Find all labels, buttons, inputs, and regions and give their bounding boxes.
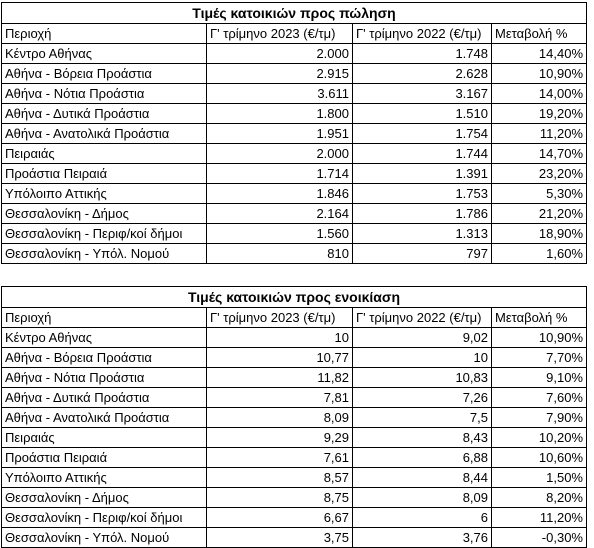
- change-cell[interactable]: 14,70%: [492, 144, 587, 164]
- region-cell[interactable]: Κέντρο Αθήνας: [2, 44, 207, 64]
- rent-title-row: [2, 287, 587, 308]
- price-cell[interactable]: 8,75: [207, 488, 353, 508]
- price-cell[interactable]: 1.846: [207, 184, 353, 204]
- region-cell[interactable]: Αθήνα - Βόρεια Προάστια: [2, 348, 207, 368]
- region-cell[interactable]: Αθήνα - Ανατολικά Προάστια: [2, 124, 207, 144]
- table-row: [2, 244, 587, 264]
- column-header[interactable]: Μεταβολή %: [492, 24, 587, 44]
- spacer-cell: [2, 264, 587, 287]
- table-row: [2, 84, 587, 104]
- price-cell[interactable]: 3.611: [207, 84, 353, 104]
- change-cell[interactable]: 14,00%: [492, 84, 587, 104]
- price-cell[interactable]: 11,82: [207, 368, 353, 388]
- price-cell[interactable]: 2.000: [207, 44, 353, 64]
- region-cell[interactable]: Θεσσαλονίκη - Υπόλ. Νομού: [2, 244, 207, 264]
- table-row: [2, 528, 587, 548]
- price-cell[interactable]: 1.951: [207, 124, 353, 144]
- sale-table-title[interactable]: Τιμές κατοικιών προς πώληση: [2, 3, 587, 24]
- table-row: [2, 224, 587, 244]
- price-cell[interactable]: 1.748: [353, 44, 492, 64]
- column-header[interactable]: Γ' τρίμηνο 2022 (€/τμ): [353, 308, 492, 328]
- price-cell[interactable]: 1.560: [207, 224, 353, 244]
- price-cell[interactable]: 2.164: [207, 204, 353, 224]
- spreadsheet: [1, 2, 587, 548]
- change-cell[interactable]: 7,90%: [492, 408, 587, 428]
- price-cell[interactable]: 7,26: [353, 388, 492, 408]
- price-cell[interactable]: 7,81: [207, 388, 353, 408]
- region-cell[interactable]: Θεσσαλονίκη - Δήμος: [2, 204, 207, 224]
- price-cell[interactable]: 7,5: [353, 408, 492, 428]
- region-cell[interactable]: Αθήνα - Βόρεια Προάστια: [2, 64, 207, 84]
- change-cell[interactable]: 5,30%: [492, 184, 587, 204]
- change-cell[interactable]: 10,90%: [492, 328, 587, 348]
- change-cell[interactable]: 10,60%: [492, 448, 587, 468]
- region-cell[interactable]: Υπόλοιπο Αττικής: [2, 468, 207, 488]
- price-cell[interactable]: 7,61: [207, 448, 353, 468]
- table-row: [2, 428, 587, 448]
- region-cell[interactable]: Αθήνα - Ανατολικά Προάστια: [2, 408, 207, 428]
- change-cell[interactable]: 23,20%: [492, 164, 587, 184]
- price-cell[interactable]: 3,76: [353, 528, 492, 548]
- table-row: [2, 368, 587, 388]
- change-cell[interactable]: 1,50%: [492, 468, 587, 488]
- column-header[interactable]: Γ' τρίμηνο 2022 (€/τμ): [353, 24, 492, 44]
- price-cell[interactable]: 8,09: [353, 488, 492, 508]
- table-row: [2, 164, 587, 184]
- price-cell[interactable]: 3.167: [353, 84, 492, 104]
- price-cell[interactable]: 8,09: [207, 408, 353, 428]
- price-cell[interactable]: 10,77: [207, 348, 353, 368]
- price-cell[interactable]: 2.628: [353, 64, 492, 84]
- table-row: [2, 448, 587, 468]
- change-cell[interactable]: 7,60%: [492, 388, 587, 408]
- region-cell[interactable]: Αθήνα - Δυτικά Προάστια: [2, 388, 207, 408]
- table-row: [2, 44, 587, 64]
- region-cell[interactable]: Προάστια Πειραιά: [2, 164, 207, 184]
- table-row: [2, 468, 587, 488]
- region-cell[interactable]: Πειραιάς: [2, 428, 207, 448]
- change-cell[interactable]: 18,90%: [492, 224, 587, 244]
- rent-header-row: [2, 308, 587, 328]
- table-row: [2, 388, 587, 408]
- price-cell[interactable]: 1.800: [207, 104, 353, 124]
- table-row: [2, 488, 587, 508]
- table-row: [2, 124, 587, 144]
- price-cell[interactable]: 1.753: [353, 184, 492, 204]
- table-row: [2, 408, 587, 428]
- price-cell[interactable]: 1.754: [353, 124, 492, 144]
- price-cell[interactable]: 1.786: [353, 204, 492, 224]
- column-header[interactable]: Περιοχή: [2, 24, 207, 44]
- price-cell[interactable]: 9,29: [207, 428, 353, 448]
- rent-table-title[interactable]: Τιμές κατοικιών προς ενοικίαση: [2, 287, 587, 308]
- region-cell[interactable]: Αθήνα - Νότια Προάστια: [2, 84, 207, 104]
- price-cell[interactable]: 1.313: [353, 224, 492, 244]
- price-cell[interactable]: 1.714: [207, 164, 353, 184]
- price-cell[interactable]: 1.391: [353, 164, 492, 184]
- table-row: [2, 328, 587, 348]
- spacer-row: [2, 264, 587, 287]
- table-row: [2, 204, 587, 224]
- table-row: [2, 64, 587, 84]
- price-cell[interactable]: 2.915: [207, 64, 353, 84]
- price-cell[interactable]: 3,75: [207, 528, 353, 548]
- price-cell[interactable]: 6,67: [207, 508, 353, 528]
- price-cell[interactable]: 2.000: [207, 144, 353, 164]
- change-cell[interactable]: 14,40%: [492, 44, 587, 64]
- table-row: [2, 144, 587, 164]
- region-cell[interactable]: Προάστια Πειραιά: [2, 448, 207, 468]
- region-cell[interactable]: Θεσσαλονίκη - Δήμος: [2, 488, 207, 508]
- column-header[interactable]: Μεταβολή %: [492, 308, 587, 328]
- region-cell[interactable]: Πειραιάς: [2, 144, 207, 164]
- table-row: [2, 184, 587, 204]
- sale-title-row: [2, 3, 587, 24]
- region-cell[interactable]: Αθήνα - Νότια Προάστια: [2, 368, 207, 388]
- change-cell[interactable]: -0,30%: [492, 528, 587, 548]
- change-cell[interactable]: 9,10%: [492, 368, 587, 388]
- change-cell[interactable]: 10,20%: [492, 428, 587, 448]
- price-cell[interactable]: 9,02: [353, 328, 492, 348]
- change-cell[interactable]: 8,20%: [492, 488, 587, 508]
- sale-header-row: [2, 24, 587, 44]
- price-cell[interactable]: 6,88: [353, 448, 492, 468]
- price-cell[interactable]: 8,43: [353, 428, 492, 448]
- region-cell[interactable]: Υπόλοιπο Αττικής: [2, 184, 207, 204]
- price-cell[interactable]: 10: [207, 328, 353, 348]
- change-cell[interactable]: 11,20%: [492, 508, 587, 528]
- change-cell[interactable]: 7,70%: [492, 348, 587, 368]
- price-cell[interactable]: 8,57: [207, 468, 353, 488]
- region-cell[interactable]: Θεσσαλονίκη - Περιφ/κοί δήμοι: [2, 508, 207, 528]
- column-header[interactable]: Γ' τρίμηνο 2023 (€/τμ): [207, 24, 353, 44]
- change-cell[interactable]: 21,20%: [492, 204, 587, 224]
- region-cell[interactable]: Αθήνα - Δυτικά Προάστια: [2, 104, 207, 124]
- change-cell[interactable]: 10,90%: [492, 64, 587, 84]
- column-header[interactable]: Γ' τρίμηνο 2023 (€/τμ): [207, 308, 353, 328]
- price-cell[interactable]: 797: [353, 244, 492, 264]
- price-cell[interactable]: 10,83: [353, 368, 492, 388]
- change-cell[interactable]: 1,60%: [492, 244, 587, 264]
- price-cell[interactable]: 10: [353, 348, 492, 368]
- change-cell[interactable]: 11,20%: [492, 124, 587, 144]
- price-cell[interactable]: 810: [207, 244, 353, 264]
- table-row: [2, 348, 587, 368]
- price-tables: [1, 2, 587, 548]
- column-header[interactable]: Περιοχή: [2, 308, 207, 328]
- price-cell[interactable]: 6: [353, 508, 492, 528]
- table-row: [2, 104, 587, 124]
- change-cell[interactable]: 19,20%: [492, 104, 587, 124]
- table-body: [2, 3, 587, 548]
- region-cell[interactable]: Κέντρο Αθήνας: [2, 328, 207, 348]
- price-cell[interactable]: 1.510: [353, 104, 492, 124]
- table-row: [2, 508, 587, 528]
- price-cell[interactable]: 8,44: [353, 468, 492, 488]
- region-cell[interactable]: Θεσσαλονίκη - Υπόλ. Νομού: [2, 528, 207, 548]
- region-cell[interactable]: Θεσσαλονίκη - Περιφ/κοί δήμοι: [2, 224, 207, 244]
- price-cell[interactable]: 1.744: [353, 144, 492, 164]
